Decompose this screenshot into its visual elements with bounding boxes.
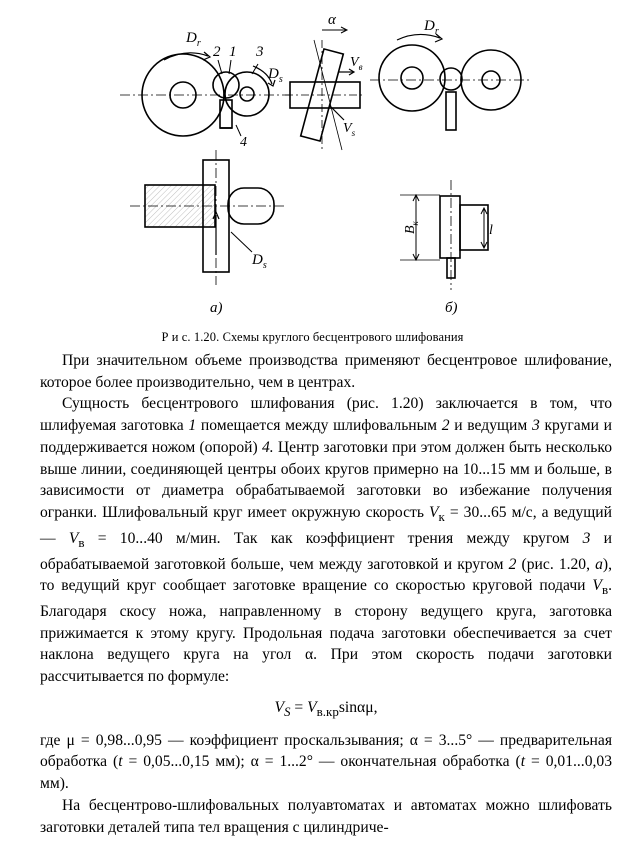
var-t2: t [520, 753, 526, 771]
paragraph-where [40, 730, 612, 795]
label-Vb: $V_в$ [350, 55, 363, 72]
formula-lhs-sub: S [284, 703, 291, 719]
scheme-a-top [120, 52, 290, 136]
label-Ds-a: $D_s$ [268, 66, 283, 85]
formula-eq: = [290, 698, 308, 716]
p2-text-f: = 30...65 м/с, а ведущий — [40, 503, 613, 547]
var-Vk-sub: к [438, 509, 445, 525]
p2-text-d: кругами и поддерживается ножом (опорой) [40, 417, 612, 456]
p2-text-h: и обрабатываемой заготовкой больше, чем между заготовкой и кругом [40, 529, 612, 573]
ref-fig-a: а [595, 555, 603, 573]
ref-wheel-2b: 2 [508, 555, 517, 573]
ref-wheel-2: 2 [441, 417, 450, 435]
var-Vv: V [68, 529, 79, 547]
p2-text-j: ), то ведущий круг сообщает заготовке вращение со скоростью круговой подачи [40, 555, 612, 595]
p2-text-b: помещается между шлифовальным [196, 417, 442, 435]
label-4: 4 [240, 135, 247, 150]
ref-knife-4: 4. [261, 438, 274, 456]
ref-wheel-3: 3 [531, 417, 540, 435]
label-2: 2 [213, 44, 221, 60]
formula [40, 697, 612, 723]
work-rest-knife [220, 100, 232, 128]
where-text-b: = 0,05...0,15 мм); α = 1...2° — окончательная обработка ( [122, 753, 521, 771]
label-alpha: α [328, 12, 336, 28]
p2-text-g: = 10...40 м/мин. Так как коэффициент трения между кругом [84, 529, 583, 547]
label-part-b: б) [445, 300, 458, 316]
p2-text-c: и ведущим [449, 417, 532, 435]
p2-text-k: . Благодаря скосу ножа, направленному в сторону ведущего круга, заготовка прижимается к этому кругу. Продольная подача заготовки обеспечивается за счет наклона ведущего круга на угол α. При этом скорость подачи заготовки рассчитывается по формуле: [40, 577, 612, 686]
ref-workpiece-1: 1 [188, 417, 197, 435]
label-l: l [489, 223, 493, 238]
label-Bk: $B_к$ [403, 221, 420, 234]
p2-text-i: (рис. 1.20, [516, 555, 596, 573]
paragraph-last: На бесцентрово-шлифовальных полуавтоматах и автоматах можно шлифовать заготовки деталей типа тел вращения с цилиндриче- [40, 796, 612, 836]
formula-rhs: V [307, 698, 317, 716]
paragraph-1: При значительном объеме производства применяют бесцентровое шлифование, которое более производительно, чем в центрах. [40, 352, 612, 391]
p2-text-a: Сущность бесцентрового шлифования (рис. 1.20) заключается в том, что шлифуемая заготовка [40, 395, 612, 435]
regulating-wheel-hub [240, 87, 254, 101]
label-Vs: $V_s$ [343, 121, 356, 138]
figure-caption: Р и с. 1.20. Схемы круглого бесцентрового шлифования [161, 330, 464, 344]
scheme-b-top [370, 34, 530, 130]
label-part-a: а) [210, 300, 223, 316]
p2-text-e: Центр заготовки при этом должен быть несколько выше линии, соединяющей центры обоих кругов примерно на 10...15 мм и больше, в зависимости от диаметра обрабатываемой заготовки во избежание получения огранки. Шлифовальный круг имеет окружную скорость [40, 438, 612, 521]
formula-rhs-tail: sinαμ, [338, 698, 378, 716]
var-Vv2-sub: в [601, 582, 609, 598]
ref-wheel-3b: 3 [582, 529, 591, 547]
figure-1-20 [0, 0, 625, 330]
paragraph-2 [40, 393, 612, 687]
label-1: 1 [229, 44, 237, 60]
var-Vv2: V [592, 577, 602, 595]
label-Ds-bottom: $D_s$ [252, 252, 267, 271]
label-3: 3 [256, 44, 264, 60]
where-text-a: где μ = 0,98...0,95 — коэффициент проскальзывания; α = 3...5° — предварительная обработка ( [40, 731, 612, 771]
where-text-c: = 0,01...0,03 мм). [40, 753, 612, 793]
body-text [40, 350, 612, 838]
var-Vk: V [428, 503, 439, 521]
var-t1: t [118, 753, 123, 771]
var-Vv-sub: в [78, 534, 85, 550]
label-Dr-b: $D_r$ [424, 18, 439, 37]
scheme-b-bottom [400, 180, 488, 290]
formula-rhs-sub: в.кр [316, 703, 339, 719]
formula-lhs: V [274, 698, 285, 716]
label-Dr-a: $D_r$ [186, 30, 201, 49]
